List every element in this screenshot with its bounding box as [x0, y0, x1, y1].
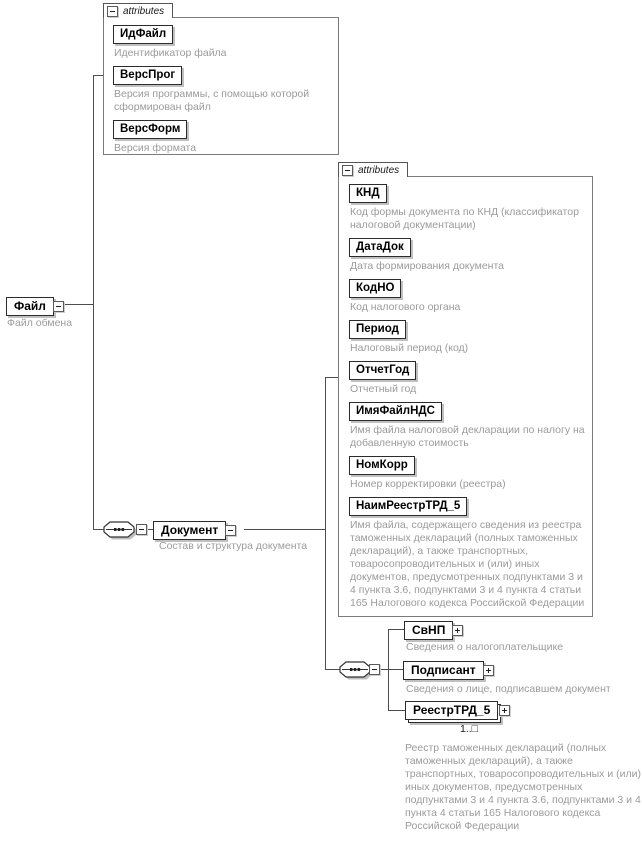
attribute-idfail[interactable]: ИдФайл [113, 25, 173, 44]
attribute-otchetgod[interactable]: ОтчетГод [349, 361, 416, 380]
connector-file-vertical [93, 75, 94, 530]
attribute-description: Имя файла налоговой декларации по налогу на добавленную стоимость [350, 424, 585, 449]
attribute-description: Версия формата [114, 142, 197, 154]
element-svnp-box[interactable]: СвНП [404, 621, 453, 640]
attribute-datadok[interactable]: ДатаДок [349, 238, 411, 257]
attribute-description: Дата формирования документа [350, 260, 505, 272]
attribute-item [349, 183, 592, 232]
collapse-icon[interactable] [369, 664, 380, 675]
attribute-description: Отчетный год [350, 383, 417, 395]
attribute-description: Версия программы, с помощью которой сформирован файл [114, 88, 310, 113]
sequence-icon[interactable] [103, 520, 138, 541]
attributes-tab-document [338, 162, 408, 177]
attributes-tab-file [103, 3, 173, 18]
connector-seq2-out [380, 669, 403, 670]
connector-to-attributes-2 [325, 377, 338, 378]
attribute-description: Налоговый период (код) [350, 342, 469, 354]
collapse-icon[interactable] [53, 301, 64, 312]
element-document-box[interactable]: Документ [153, 521, 226, 540]
element-signer-box[interactable]: Подписант [403, 661, 484, 680]
connector-children-vertical [388, 629, 389, 711]
expand-icon[interactable] [499, 705, 510, 716]
collapse-icon[interactable] [342, 165, 353, 176]
attribute-naimreestrtrd5[interactable]: НаимРеестрТРД_5 [349, 497, 467, 516]
attribute-item [349, 360, 592, 396]
attribute-item [113, 24, 338, 60]
attribute-description: Код налогового органа [350, 301, 461, 313]
element-file-box[interactable]: Файл [6, 297, 54, 316]
attributes-tab-label: attributes [123, 5, 165, 17]
attribute-imyafailnds[interactable]: ИмяФайлНДС [349, 402, 442, 421]
repeating-element-stack [405, 701, 498, 720]
attribute-description: Номер корректировки (реестра) [350, 478, 506, 490]
connector-doc-out [244, 529, 326, 530]
attribute-versform[interactable]: ВерсФорм [113, 120, 187, 139]
occurrence-label: 1..□ [460, 723, 479, 735]
element-reestr-box[interactable]: РеестрТРД_5 [405, 701, 498, 720]
attribute-item [349, 455, 592, 491]
element-file-description: Файл обмена [7, 317, 73, 329]
element-signer-description: Сведения о лице, подписавшем документ [406, 683, 611, 695]
collapse-icon[interactable] [107, 6, 118, 17]
attribute-period[interactable]: Период [349, 320, 406, 339]
connector-file-out [63, 304, 94, 305]
attribute-item [349, 401, 592, 450]
collapse-icon[interactable] [225, 525, 236, 536]
attribute-versprog[interactable]: ВерсПрог [113, 66, 182, 85]
attribute-item [349, 319, 592, 355]
expand-icon[interactable] [452, 625, 463, 636]
attribute-knd[interactable]: КНД [349, 184, 387, 203]
element-signer [403, 661, 494, 680]
connector-to-reestr [388, 710, 406, 711]
attributes-box-file [103, 17, 339, 155]
attributes-tab-label: attributes [358, 164, 400, 176]
attribute-item [113, 65, 338, 114]
element-reestr [405, 701, 510, 720]
attribute-nomkorr[interactable]: НомКорр [349, 456, 415, 475]
connector-to-svnp [388, 629, 405, 630]
element-document-description: Состав и структура документа [159, 540, 308, 552]
collapse-icon[interactable] [136, 524, 147, 535]
attributes-box-document [338, 176, 593, 617]
expand-icon[interactable] [483, 665, 494, 676]
attribute-item [349, 278, 592, 314]
element-file [6, 297, 64, 316]
element-reestr-description: Реестр таможенных деклараций (полных таможенных деклараций), а также транспортных, товаросопроводительных и (или) иных документов, предусмотренных подпунктами 3 и 4 пункта 3.6, подпунктами 3 и 4 пункта 4 статьи 165 Налогового кодекса Российской Федерации [405, 742, 641, 832]
attribute-description: Код формы документа по КНД (классификатор налоговой документации) [350, 206, 579, 231]
connector-to-sequence-2 [325, 669, 340, 670]
attribute-item [349, 496, 592, 610]
element-svnp [404, 621, 463, 640]
attribute-kodno[interactable]: КодНО [349, 279, 401, 298]
connector-doc-vertical [325, 377, 326, 670]
attribute-description: Имя файла, содержащего сведения из реестра таможенных деклараций (полных таможенных деклараций), а также транспортных, товаросопроводительных и (или) иных документов, предусмотренных подпунктами 3 и 4 пункта 3.6, подпунктами 3 и 4 пункта 4 статьи 165 Налогового кодекса Российской Федерации [350, 519, 585, 609]
attribute-description: Идентификатор файла [114, 47, 227, 59]
attribute-item [113, 119, 338, 155]
attribute-item [349, 237, 592, 273]
element-svnp-description: Сведения о налогоплательщике [406, 641, 564, 653]
element-document [153, 521, 236, 540]
